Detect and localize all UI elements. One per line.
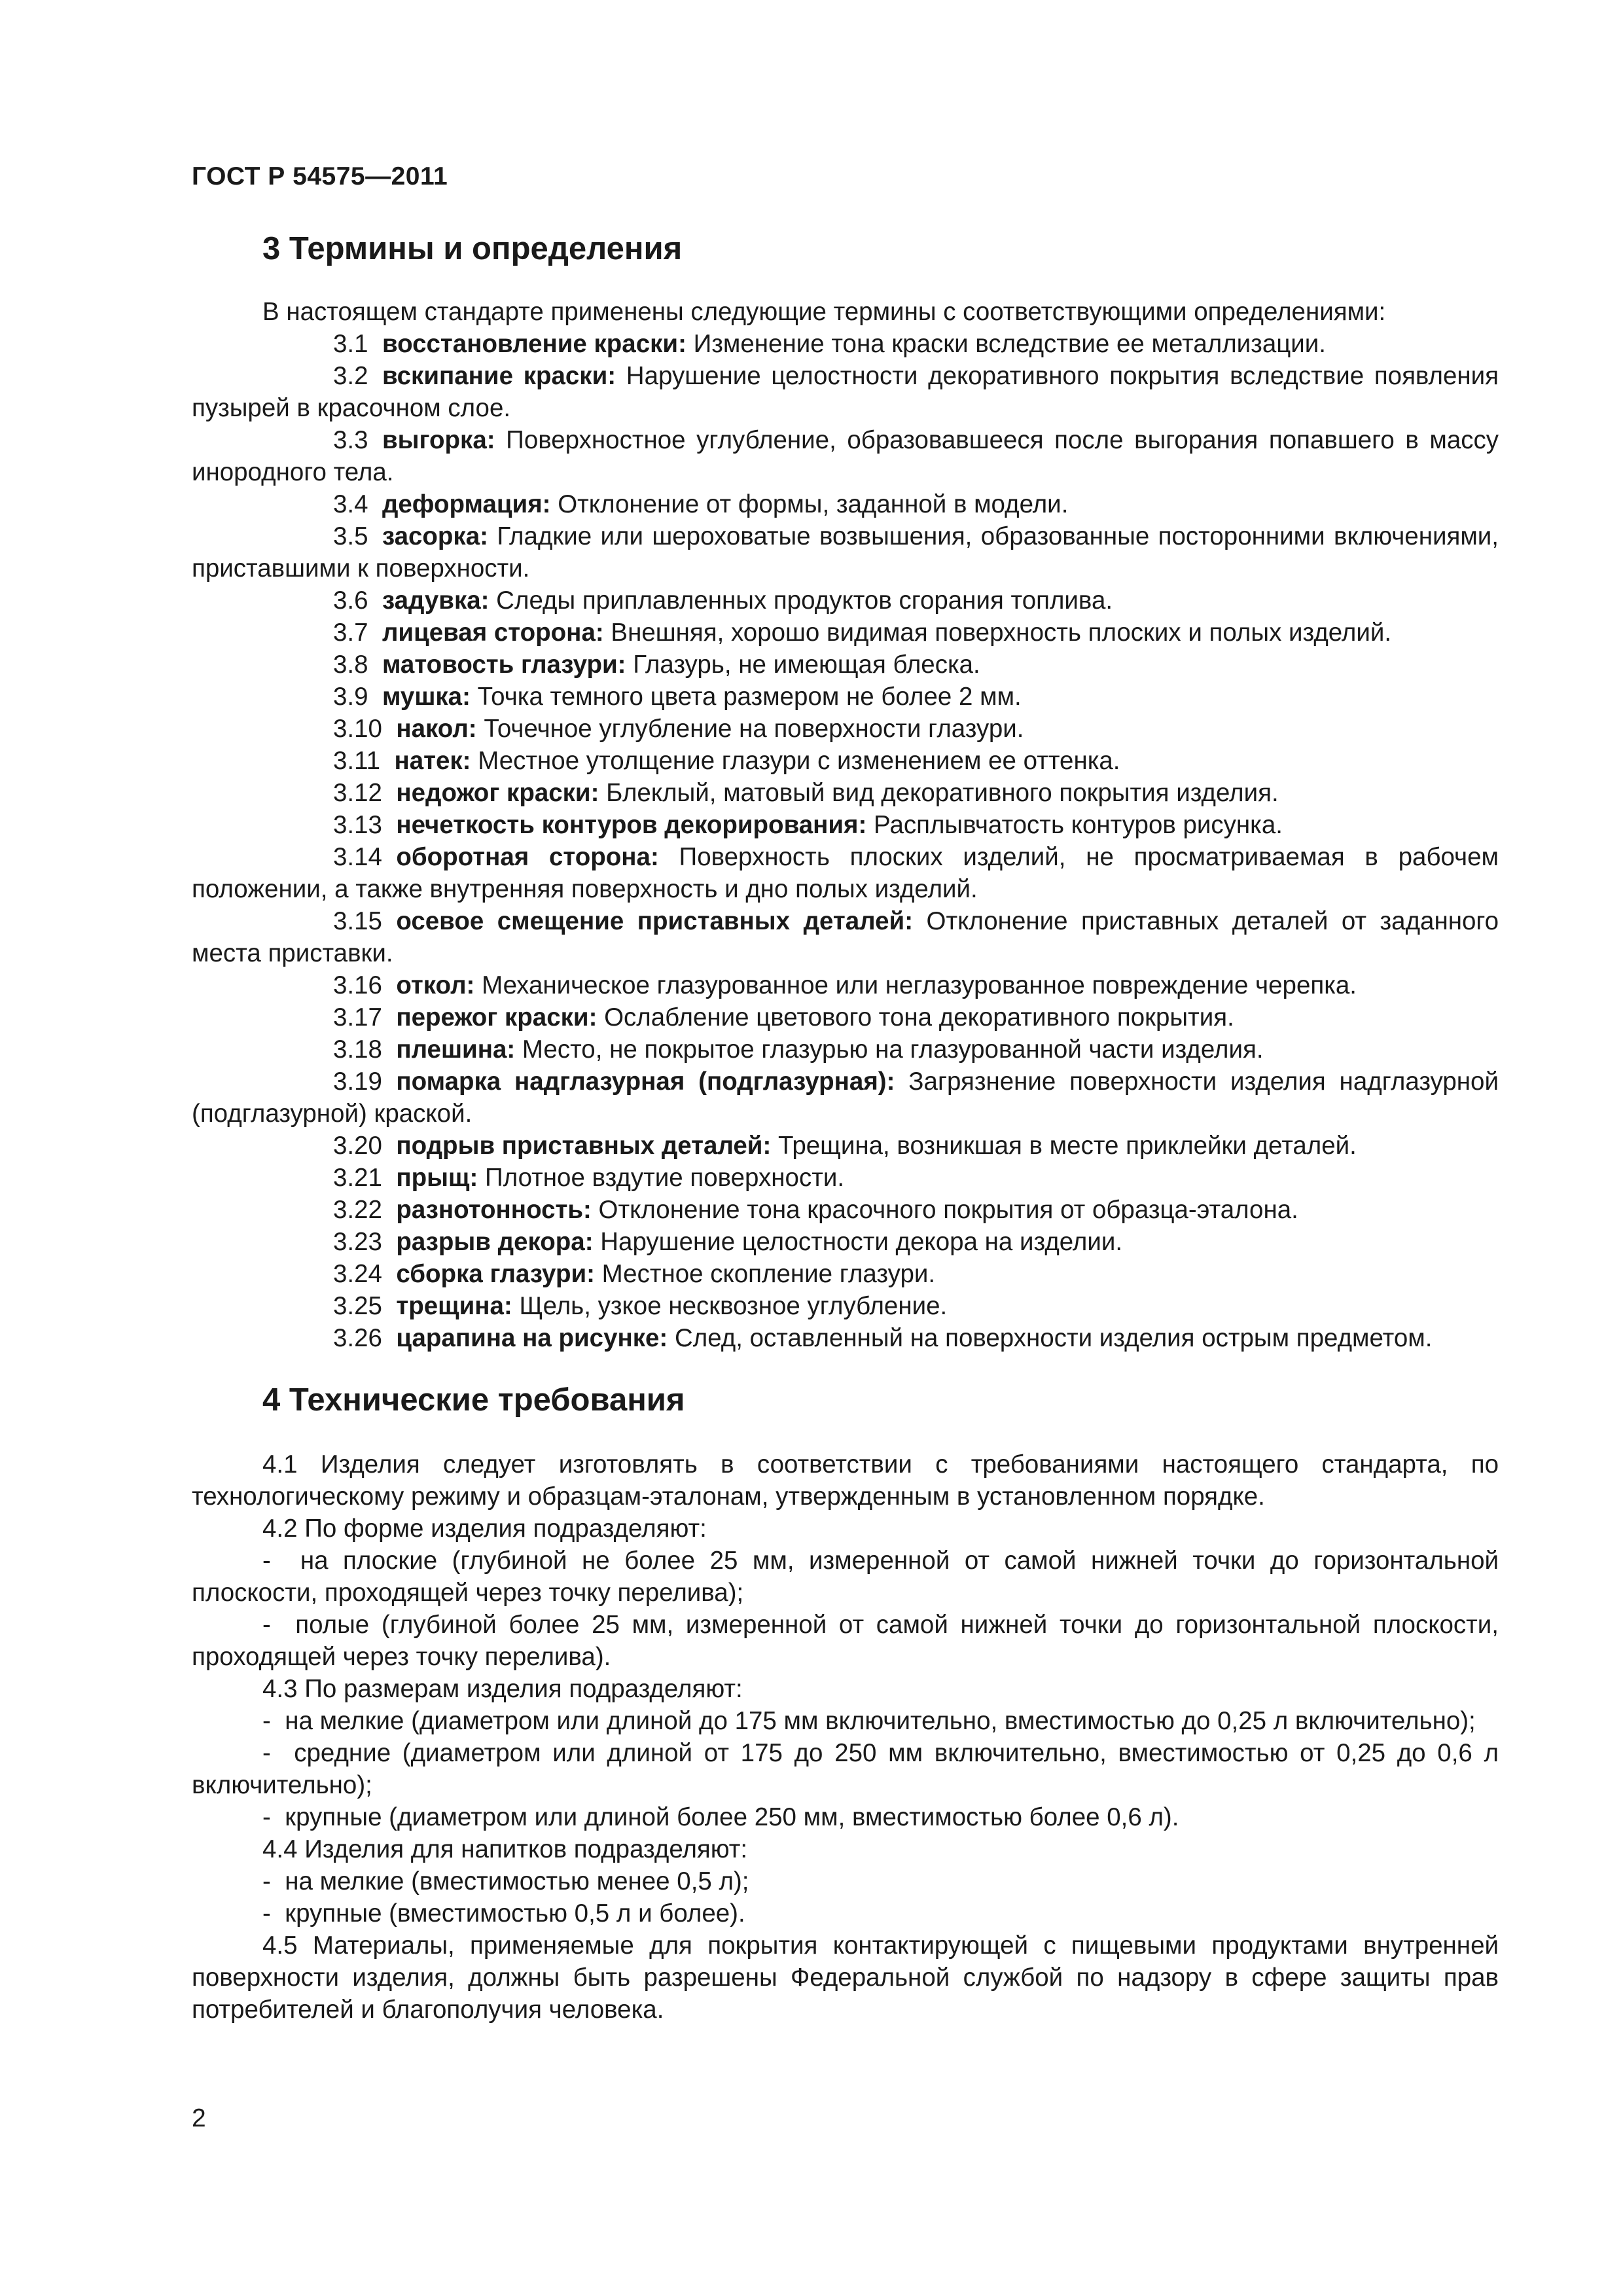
term-name: засорка: bbox=[382, 522, 488, 550]
list-item: - средние (диаметром или длиной от 175 до 250 мм включительно, вместимостью от 0,25 до 0,6 л включительно); bbox=[192, 1737, 1499, 1801]
term-number: 3.26 bbox=[333, 1324, 382, 1352]
term-definition bbox=[192, 1066, 1499, 1130]
term-definition bbox=[192, 1226, 1499, 1258]
term-name: выгорка: bbox=[382, 426, 495, 454]
term-definition bbox=[192, 1130, 1499, 1162]
term-text: Загрязнение поверхности изделия надглазурной (подглазурной) краской. bbox=[192, 1067, 1499, 1128]
paragraph-4-5: 4.5 Материалы, применяемые для покрытия контактирующей с пищевыми продуктами внутренней поверхности изделия, должны быть разрешены Федеральной службой по надзору в сфере защиты прав потребителей и благополучия человека. bbox=[192, 1931, 1499, 2024]
term-number: 3.22 bbox=[333, 1196, 382, 1224]
term-definition bbox=[192, 520, 1499, 584]
term-text: Местное скопление глазури. bbox=[601, 1260, 936, 1288]
term-name: плешина: bbox=[396, 1035, 516, 1064]
term-name: разрыв декора: bbox=[396, 1228, 594, 1256]
paragraph-4-2: 4.2 По форме изделия подразделяют: bbox=[262, 1515, 707, 1543]
term-definition bbox=[192, 777, 1499, 809]
term-name: оборотная сторона: bbox=[396, 843, 659, 871]
term-number: 3.20 bbox=[333, 1132, 382, 1160]
term-name: сборка глазури: bbox=[396, 1260, 595, 1288]
list-item: - на плоские (глубиной не более 25 мм, измеренной от самой нижней точки до горизонтальной плоскости, проходящей через точку перелива); bbox=[192, 1545, 1499, 1609]
term-text: Нарушение целостности декора на изделии. bbox=[600, 1228, 1123, 1256]
term-text: Щель, узкое несквозное углубление. bbox=[519, 1292, 948, 1320]
list-item: - на мелкие (вместимостью менее 0,5 л); bbox=[192, 1865, 1499, 1897]
term-definition bbox=[192, 584, 1499, 617]
term-text: Поверхность плоских изделий, не просматриваемая в рабочем положении, а также внутренняя поверхность и дно полых изделий. bbox=[192, 843, 1499, 903]
term-number: 3.23 bbox=[333, 1228, 382, 1256]
term-definition bbox=[192, 360, 1499, 424]
term-definition bbox=[192, 841, 1499, 905]
list-item: - полые (глубиной более 25 мм, измеренной от самой нижней точки до горизонтальной плоскости, проходящей через точку перелива). bbox=[192, 1609, 1499, 1673]
term-name: лицевая сторона: bbox=[382, 619, 604, 647]
term-name: недожог краски: bbox=[396, 779, 599, 807]
term-name: помарка надглазурная (подглазурная): bbox=[396, 1067, 895, 1096]
term-number: 3.6 bbox=[333, 586, 368, 615]
term-name: царапина на рисунке: bbox=[396, 1324, 668, 1352]
term-definition bbox=[192, 1258, 1499, 1290]
term-text: Место, не покрытое глазурью на глазурованной части изделия. bbox=[522, 1035, 1264, 1064]
term-text: Гладкие или шероховатые возвышения, образованные посторонними включениями, приставшими к поверхности. bbox=[192, 522, 1499, 583]
term-text: Точечное углубление на поверхности глазури. bbox=[484, 715, 1024, 743]
term-text: Точка темного цвета размером не более 2 мм. bbox=[477, 683, 1022, 711]
term-text: Расплывчатость контуров рисунка. bbox=[874, 811, 1283, 839]
term-text: Местное утолщение глазури с изменением ее оттенка. bbox=[478, 747, 1120, 775]
term-name: вскипание краски: bbox=[382, 362, 616, 390]
term-definition bbox=[192, 424, 1499, 488]
term-text: Трещина, возникшая в месте приклейки деталей. bbox=[778, 1132, 1357, 1160]
term-number: 3.3 bbox=[333, 426, 368, 454]
term-name: накол: bbox=[396, 715, 477, 743]
term-number: 3.18 bbox=[333, 1035, 382, 1064]
term-text: Поверхностное углубление, образовавшееся после выгорания попавшего в массу инородного тела. bbox=[192, 426, 1499, 486]
term-number: 3.1 bbox=[333, 330, 368, 358]
document-body bbox=[192, 223, 1499, 2026]
term-number: 3.14 bbox=[333, 843, 382, 871]
term-definition bbox=[192, 1194, 1499, 1226]
term-name: задувка: bbox=[382, 586, 490, 615]
section-3-title: 3 Термины и определения bbox=[262, 231, 683, 266]
term-definition bbox=[192, 1162, 1499, 1194]
term-definition bbox=[192, 617, 1499, 649]
term-definition bbox=[192, 328, 1499, 360]
term-text: Нарушение целостности декоративного покрытия вследствие появления пузырей в красочном слое. bbox=[192, 362, 1499, 422]
term-definition bbox=[192, 649, 1499, 681]
term-definition bbox=[192, 681, 1499, 713]
term-text: Плотное вздутие поверхности. bbox=[485, 1164, 845, 1192]
term-definition bbox=[192, 488, 1499, 520]
term-number: 3.15 bbox=[333, 907, 382, 935]
term-number: 3.16 bbox=[333, 971, 382, 999]
list-item: - крупные (диаметром или длиной более 250 мм, вместимостью более 0,6 л). bbox=[192, 1801, 1499, 1833]
term-number: 3.19 bbox=[333, 1067, 382, 1096]
term-number: 3.13 bbox=[333, 811, 382, 839]
term-number: 3.4 bbox=[333, 490, 368, 518]
term-definition bbox=[192, 713, 1499, 745]
term-number: 3.8 bbox=[333, 651, 368, 679]
term-text: След, оставленный на поверхности изделия острым предметом. bbox=[674, 1324, 1433, 1352]
term-name: подрыв приставных деталей: bbox=[396, 1132, 772, 1160]
term-text: Изменение тона краски вследствие ее металлизации. bbox=[693, 330, 1327, 358]
term-text: Отклонение приставных деталей от заданного места приставки. bbox=[192, 907, 1499, 967]
paragraph-4-4: 4.4 Изделия для напитков подразделяют: bbox=[262, 1835, 748, 1863]
term-name: разнотонность: bbox=[396, 1196, 592, 1224]
term-number: 3.11 bbox=[333, 747, 381, 775]
term-name: нечеткость контуров декорирования: bbox=[396, 811, 867, 839]
term-text: Следы приплавленных продуктов сгорания топлива. bbox=[496, 586, 1113, 615]
term-name: откол: bbox=[396, 971, 475, 999]
term-name: деформация: bbox=[382, 490, 551, 518]
term-text: Отклонение от формы, заданной в модели. bbox=[558, 490, 1069, 518]
term-definition bbox=[192, 1033, 1499, 1066]
term-text: Ослабление цветового тона декоративного покрытия. bbox=[604, 1003, 1234, 1031]
term-number: 3.17 bbox=[333, 1003, 382, 1031]
terms-list bbox=[192, 328, 1499, 1354]
section-3-intro: В настоящем стандарте применены следующие термины с соответствующими определениями: bbox=[262, 298, 1386, 326]
term-number: 3.5 bbox=[333, 522, 368, 550]
term-name: мушка: bbox=[382, 683, 471, 711]
term-number: 3.10 bbox=[333, 715, 382, 743]
term-definition bbox=[192, 745, 1499, 777]
term-definition bbox=[192, 1322, 1499, 1354]
term-text: Механическое глазурованное или неглазурованное повреждение черепка. bbox=[482, 971, 1357, 999]
term-name: восстановление краски: bbox=[382, 330, 687, 358]
section-4-title: 4 Технические требования bbox=[262, 1382, 685, 1418]
term-name: натек: bbox=[394, 747, 471, 775]
term-number: 3.7 bbox=[333, 619, 368, 647]
term-name: трещина: bbox=[396, 1292, 512, 1320]
term-text: Внешняя, хорошо видимая поверхность плоских и полых изделий. bbox=[611, 619, 1392, 647]
term-number: 3.2 bbox=[333, 362, 368, 390]
term-text: Блеклый, матовый вид декоративного покрытия изделия. bbox=[606, 779, 1279, 807]
term-text: Отклонение тона красочного покрытия от образца-эталона. bbox=[598, 1196, 1298, 1224]
term-number: 3.9 bbox=[333, 683, 368, 711]
term-name: осевое смещение приставных деталей: bbox=[396, 907, 914, 935]
paragraph-4-1: 4.1 Изделия следует изготовлять в соответствии с требованиями настоящего стандарта, по технологическому режиму и образцам-эталонам, утвержденным в установленном порядке. bbox=[192, 1450, 1499, 1511]
term-name: матовость глазури: bbox=[382, 651, 626, 679]
document-header: ГОСТ Р 54575—2011 bbox=[192, 162, 448, 190]
term-number: 3.25 bbox=[333, 1292, 382, 1320]
term-definition bbox=[192, 969, 1499, 1001]
page-number: 2 bbox=[192, 2104, 206, 2132]
paragraph-4-3: 4.3 По размерам изделия подразделяют: bbox=[262, 1675, 743, 1703]
term-number: 3.12 bbox=[333, 779, 382, 807]
term-name: прыщ: bbox=[396, 1164, 478, 1192]
term-definition bbox=[192, 1001, 1499, 1033]
term-definition bbox=[192, 809, 1499, 841]
term-text: Глазурь, не имеющая блеска. bbox=[633, 651, 980, 679]
term-number: 3.21 bbox=[333, 1164, 382, 1192]
term-name: пережог краски: bbox=[396, 1003, 597, 1031]
list-item: - на мелкие (диаметром или длиной до 175 мм включительно, вместимостью до 0,25 л включительно); bbox=[192, 1705, 1499, 1737]
term-definition bbox=[192, 905, 1499, 969]
term-definition bbox=[192, 1290, 1499, 1322]
term-number: 3.24 bbox=[333, 1260, 382, 1288]
list-item: - крупные (вместимостью 0,5 л и более). bbox=[192, 1897, 1499, 1929]
